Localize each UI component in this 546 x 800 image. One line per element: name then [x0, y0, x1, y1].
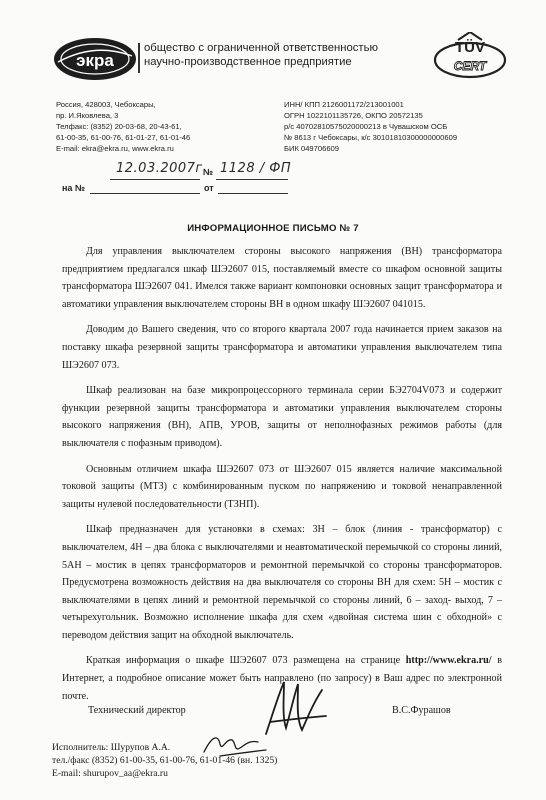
org-line-1: общество с ограниченной ответственностью [144, 42, 378, 54]
letter-title: ИНФОРМАЦИОННОЕ ПИСЬМО № 7 [187, 223, 359, 234]
website-link[interactable]: http://www.ekra.ru/ [405, 655, 492, 667]
signer-position: Технический директор [88, 705, 186, 716]
number-label: № [203, 167, 214, 177]
paragraph: Основным отличием шкафа ШЭ2607 073 от ШЭ2607 015 является наличие максимальной токовой защиты (МТЗ) с комбинированным пуском по напряжению и токовой ненаправленной защиты нулевой последовательности (ТЗНП). [62, 463, 502, 510]
executor-name: Исполнитель: Шурупов А.А. [52, 742, 171, 753]
paragraph: Для управления выключателем стороны высокого напряжения (ВН) трансформатора предприятием предлагался шкаф ШЭ2607 015, поставляемый вместе со шкафом основной защиты трансформатора ШЭ2607 041. Имелся также вариант компоновки основных защит трансформатора и автоматики управления выключателем стороны ВН в одном шкафу ШЭ2607 041015. [62, 246, 502, 310]
address-line: Телфакс: (8352) 20-03-68, 20-43-61, [56, 122, 182, 131]
bank-requisites [284, 99, 539, 154]
number-underline [216, 179, 288, 180]
requisite-line: ОГРН 1022101135726, ОКПО 20572135 [284, 111, 423, 120]
address-line: 61-00-35, 61-00-76, 61-01-27, 61-01-46 [56, 133, 191, 142]
ekra-logo [52, 36, 138, 82]
executor-signature [200, 730, 270, 760]
from-label: от [204, 183, 214, 193]
date-underline [110, 179, 200, 180]
org-line-2: научно-производственное предприятие [144, 56, 352, 68]
requisite-line: ИНН/ КПП 2126001172/213001001 [284, 100, 404, 109]
executor-phone: тел./факс (8352) 61-00-35, 61-00-76, 61-01-46 (вн. 1325) [52, 755, 278, 766]
director-signature [262, 676, 332, 738]
logo-text: экра [76, 51, 114, 70]
paragraph: Доводим до Вашего сведения, что со второго квартала 2007 года начинается прием заказов на поставку шкафа резервной защиты трансформатора и автоматики управления выключателем типа ШЭ2607 073. [62, 324, 502, 371]
requisite-line: БИК 049706609 [284, 144, 339, 153]
requisite-line: р/с 40702810575020000213 в Чувашском ОСБ [284, 122, 448, 131]
address-line: пр. И.Яковлева, 3 [56, 111, 119, 120]
tuv-text: TÜV [455, 39, 485, 56]
organization-name [144, 41, 394, 69]
reply-to-underline [90, 193, 200, 194]
signer-name: В.С.Фурашов [392, 705, 451, 716]
paragraph: Шкаф предназначен для установки в схемах: 3Н – блок (линия - трансформатор) с выключателем, 4Н – два блока с выключателями и неавтоматической перемычкой со стороны линий, 5АН – мостик в цепях трансформаторов и ремонтной перемычкой со стороны трансформаторов. Предусмотрена возможность действия на два выключателя со стороны ВН для схем: 5Н – мостик с выключателями в цепях линий и ремонтной перемычкой со стороны линий, 6 – заход- выход, 7 – четырехугольник. Возможно исполнение шкафа для схем «двойная система шин с обходной» с переводом действия защит на обходной выключатель. [62, 524, 502, 641]
info-text: в Интернет, а подробное описание может быть направлено (по запросу) в Ваш адрес по электронной почте. [62, 655, 503, 702]
info-text: Краткая информация о шкафе ШЭ2607 073 размещена на странице [86, 655, 406, 667]
cert-text: CERT [453, 59, 487, 73]
from-underline [218, 193, 288, 194]
company-address [56, 99, 276, 154]
letter-number: 1128 / ФП [220, 161, 292, 176]
executor-email: E-mail: shurupov_aa@ekra.ru [52, 768, 168, 779]
letter-date: 12.03.2007г [116, 161, 203, 176]
address-line: Россия, 428003, Чебоксары, [56, 100, 156, 109]
requisite-line: № 8613 г Чебоксары, к/с 30101810300000000609 [284, 133, 458, 142]
address-email-line: E-mail: ekra@ekra.ru, www.ekra.ru [56, 144, 174, 153]
letter-body [62, 243, 502, 713]
paragraph: Шкаф реализован на базе микропроцессорного терминала серии БЭ2704V073 и содержит функции резервной защиты трансформатора и автоматики управления выключателем стороны высокого напряжения (ВН), АПВ, УРОВ, защиты от неполнофазных режимов работы (для выключателя с пофазным приводом). [62, 385, 502, 449]
reply-to-label: на № [62, 183, 85, 193]
tuv-cert-logo [432, 32, 508, 80]
